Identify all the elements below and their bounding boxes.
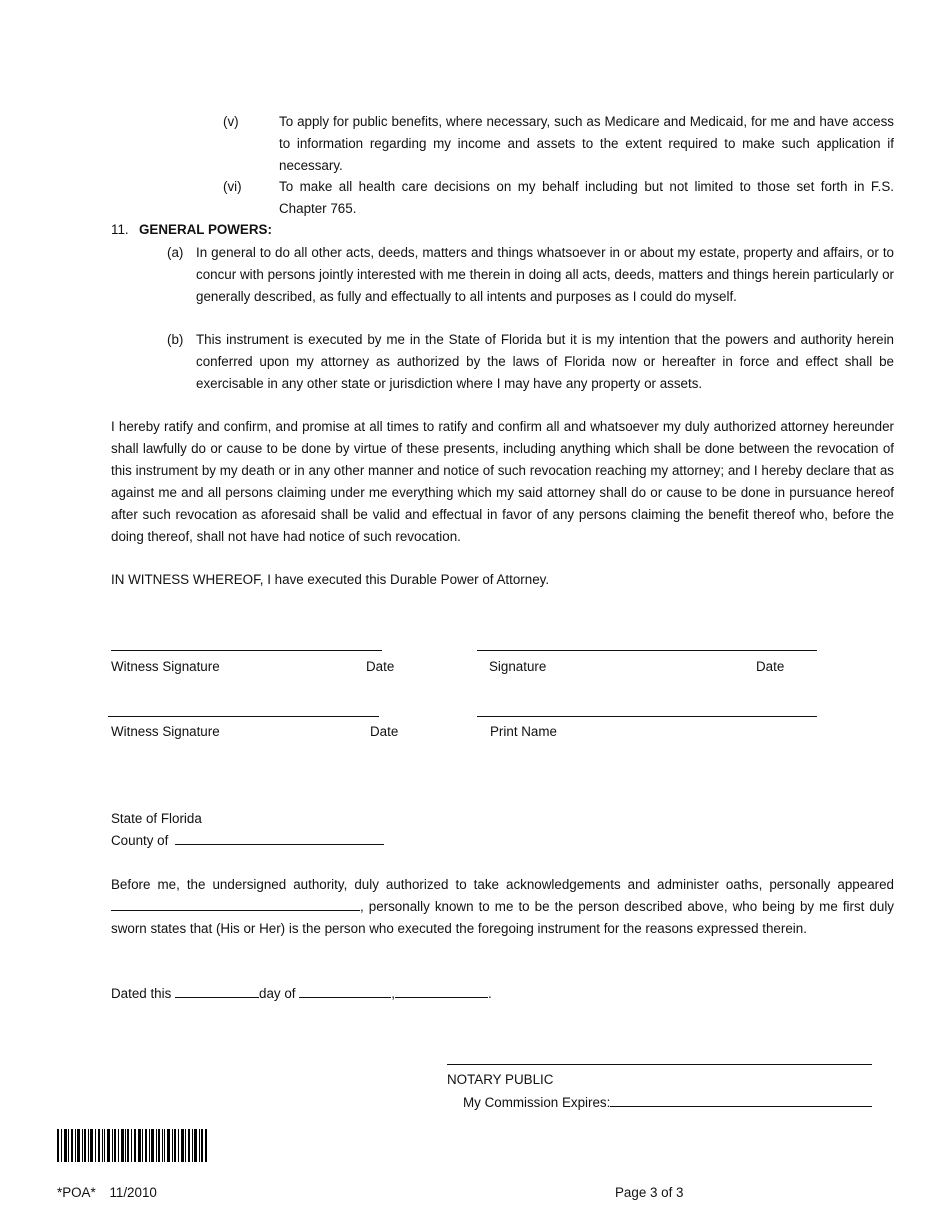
witness2-signature-line[interactable] xyxy=(108,716,379,717)
section-11-heading: GENERAL POWERS: xyxy=(139,222,272,237)
notary-signature-line[interactable] xyxy=(447,1064,872,1065)
dated-row xyxy=(111,983,492,1005)
item-b-marker: (b) xyxy=(167,332,184,347)
dated-this-label: Dated this xyxy=(111,986,172,1001)
year-blank[interactable] xyxy=(395,983,488,998)
day-blank[interactable] xyxy=(175,983,259,998)
form-date: 11/2010 xyxy=(109,1185,157,1200)
county-blank[interactable] xyxy=(175,830,384,845)
signature-line[interactable] xyxy=(477,650,817,651)
witness1-signature-line[interactable] xyxy=(111,650,382,651)
form-code: *POA* xyxy=(57,1185,96,1200)
item-a-text: In general to do all other acts, deeds, matters and things whatsoever in or about my estate, property and affairs, or to concur with persons jointly interested with me therein in doing all acts, deeds, matters and things herein particularly or generally described, as fully and effectually to all intents and purposes as I could do myself. xyxy=(196,245,894,304)
print-name-line[interactable] xyxy=(477,716,817,717)
day-of-label: day of xyxy=(259,986,296,1001)
print-name-label: Print Name xyxy=(490,724,557,739)
commission-row xyxy=(463,1092,872,1114)
county-label: County of xyxy=(111,833,169,848)
commission-expires-label: My Commission Expires: xyxy=(463,1095,611,1110)
before-me-text-1: Before me, the undersigned authority, duly authorized to take acknowledgements and administer oaths, personally appeared xyxy=(111,877,894,892)
barcode-image xyxy=(57,1129,207,1162)
item-b-text: This instrument is executed by me in the State of Florida but it is my intention that the powers and authority herein conferred upon my attorney as authorized by the laws of Florida now or hereafter in force and effect shall be exercisable in any other state or jurisdiction where I may have any property or assets. xyxy=(196,332,894,391)
notary-public-label: NOTARY PUBLIC xyxy=(447,1072,554,1087)
witness-whereof: IN WITNESS WHEREOF, I have executed this Durable Power of Attorney. xyxy=(111,572,550,587)
witness1-date-label: Date xyxy=(366,659,395,674)
item-a-marker: (a) xyxy=(167,245,184,260)
signature-label: Signature xyxy=(489,659,547,674)
county-row xyxy=(111,830,384,852)
comma: , xyxy=(391,986,395,1001)
witness1-signature-label: Witness Signature xyxy=(111,659,220,674)
footer-form-code xyxy=(57,1182,157,1204)
section-11-number: 11. xyxy=(111,222,129,237)
appeared-name-blank[interactable] xyxy=(111,896,360,911)
before-me-paragraph xyxy=(111,874,894,940)
item-vi-marker: (vi) xyxy=(223,179,242,194)
witness2-date-label: Date xyxy=(370,724,399,739)
item-v-text: To apply for public benefits, where necessary, such as Medicare and Medicaid, for me and have access to information regarding my income and assets to the extent required to make such application if necessary. xyxy=(279,114,894,173)
state-label: State of Florida xyxy=(111,811,202,826)
period: . xyxy=(487,986,492,1001)
ratify-paragraph: I hereby ratify and confirm, and promise at all times to ratify and confirm all and whatsoever my duly authorized attorney hereunder shall lawfully do or cause to be done by virtue of these presents, including anything which shall be done between the revocation of this instrument by my death or in any other manner and notice of such revocation reaching my attorney; and I hereby declare that as against me and all persons claiming under me everything which my said attorney shall do or cause to be done in pursuance hereof after such revocation as aforesaid shall be valid and effectual in favor of any persons claiming the benefit thereof who, before the doing thereof, shall not have had notice of such revocation. xyxy=(111,419,894,544)
commission-blank[interactable] xyxy=(610,1092,872,1107)
witness2-signature-label: Witness Signature xyxy=(111,724,220,739)
item-vi-text: To make all health care decisions on my behalf including but not limited to those set forth in F.S. Chapter 765. xyxy=(279,179,894,216)
month-blank[interactable] xyxy=(299,983,391,998)
before-me-text-2: , personally known to me to be the person described above, who being by me first duly sworn states that (His or Her) is the person who executed the foregoing instrument for the reasons expressed therein. xyxy=(111,899,894,936)
footer-page-number: Page 3 of 3 xyxy=(615,1185,684,1200)
signature-date-label: Date xyxy=(756,659,785,674)
item-v-marker: (v) xyxy=(223,114,239,129)
